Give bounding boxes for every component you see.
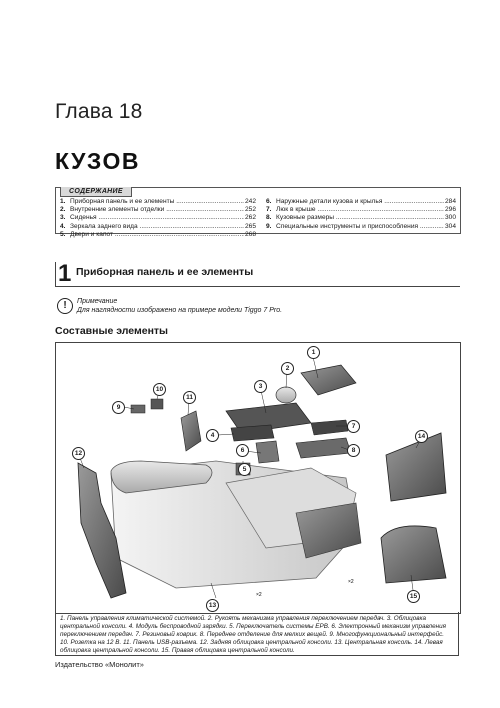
toc-item[interactable] (266, 198, 456, 206)
toc-item[interactable] (60, 223, 256, 231)
callout-1: 1 (307, 346, 320, 359)
note-label: Примечание (77, 298, 118, 305)
callout-13: 13 (206, 599, 219, 612)
callout-7: 7 (347, 420, 360, 433)
toc-item[interactable] (60, 214, 256, 222)
toc-item-text: Зеркала заднего вида ..... (70, 223, 244, 231)
callout-12: 12 (72, 447, 85, 460)
chapter-heading: Глава 18 (55, 100, 143, 123)
toc-item-number: 9. (266, 222, 272, 230)
center-console-exploded-diagram (55, 342, 461, 614)
callout-15: 15 (407, 590, 420, 603)
note-text: Для наглядности изображено на примере модели Tiggo 7 Pro. (77, 307, 283, 314)
callout-4: 4 (206, 429, 219, 442)
toc-item-page: 268 (244, 230, 256, 238)
diagram-caption: 1. Панель управления климатической системой. 2. Рукоять механизма управления переключением передач. 3. Облицовка центральной консоли. 4. Модуль беспроводной зарядки. 5. Переключатель системы EPB. 6. Электронный механизм управления переключением передач. 7. Резиновый коврик. 8. Переднее отделение для мелких вещей. 9. Многофункциональный интерфейс. 10. Розетка на 12 В. 11. Панель USB-разъема. 12. Задняя облицовка центральной консоли. 13. Центральная консоль. 14. Левая облицовка центральной консоли. 15. Правая облицовка центральной консоли. (55, 612, 459, 656)
fastener-mark: ×2 (348, 579, 354, 585)
toc-right-column (266, 198, 456, 231)
exclamation-icon: ! (57, 298, 73, 314)
toc-item-text: Наружные детали кузова и крылья ..... (276, 198, 444, 206)
toc-item-text: Специальные инструменты и приспособления ..... (276, 223, 444, 231)
toc-item[interactable] (266, 214, 456, 222)
gear-shift-knob (276, 387, 296, 403)
toc-item-number: 2. (60, 206, 66, 214)
components-subtitle: Составные элементы (55, 325, 169, 337)
section-header (55, 262, 460, 287)
callout-14: 14 (415, 430, 428, 443)
toc-item-page: 300 (444, 214, 456, 222)
callout-8: 8 (347, 444, 360, 457)
toc-item[interactable] (266, 206, 456, 214)
note-box (55, 296, 459, 318)
toc-item-number: 6. (266, 198, 272, 205)
callout-9: 9 (112, 401, 125, 414)
toc-item-page: 262 (244, 214, 256, 222)
toc-item-page: 284 (444, 198, 456, 205)
toc-item-number: 7. (266, 206, 272, 214)
front-storage (296, 438, 351, 458)
toc-item-text: Люк в крыше ..... (276, 206, 444, 214)
toc-item-page: 304 (444, 222, 456, 230)
section-number: 1 (58, 260, 72, 287)
toc-item[interactable] (266, 223, 456, 231)
callout-6: 6 (236, 444, 249, 457)
callout-10: 10 (153, 383, 166, 396)
toc-item[interactable] (60, 206, 256, 214)
toc-item-number: 8. (266, 214, 272, 222)
toc-item-page: 265 (244, 222, 256, 230)
toc-label: СОДЕРЖАНИЕ (60, 187, 132, 197)
table-of-contents (55, 187, 461, 238)
usb-panel (181, 411, 201, 451)
climate-control-panel (301, 365, 356, 395)
console-lower-trim (296, 503, 361, 558)
callout-11: 11 (183, 391, 196, 404)
electronic-shifter (256, 441, 279, 463)
toc-item-text: Сиденья ..... (70, 214, 244, 222)
right-console-trim (381, 526, 446, 583)
left-console-trim (386, 433, 446, 501)
toc-item-text: Приборная панель и ее элементы ..... (70, 198, 244, 206)
callout-5: 5 (238, 463, 251, 476)
toc-left-column (60, 198, 256, 239)
section-title: Приборная панель и ее элементы (76, 266, 254, 278)
toc-item-number: 3. (60, 214, 66, 222)
chapter-title: КУЗОВ (55, 148, 141, 174)
toc-item-page: 252 (244, 206, 256, 214)
toc-item-number: 1. (60, 198, 66, 205)
fastener-mark: ×2 (256, 592, 262, 598)
power-outlet (151, 399, 163, 409)
toc-item-page: 296 (444, 206, 456, 214)
callout-2: 2 (281, 362, 294, 375)
toc-item-text: Двери и капот ..... (70, 231, 244, 239)
callout-3: 3 (254, 380, 267, 393)
toc-item-text: Внутренние элементы отделки ..... (70, 206, 244, 214)
publisher: Издательство «Монолит» (55, 660, 144, 669)
toc-item-text: Кузовные размеры ..... (276, 214, 444, 222)
toc-item-page: 242 (244, 198, 256, 205)
toc-item[interactable] (60, 198, 256, 206)
toc-item-number: 5. (60, 230, 66, 238)
rubber-mat (311, 420, 348, 435)
toc-item[interactable] (60, 231, 256, 239)
wireless-charger (231, 425, 274, 441)
toc-item-number: 4. (60, 222, 66, 230)
